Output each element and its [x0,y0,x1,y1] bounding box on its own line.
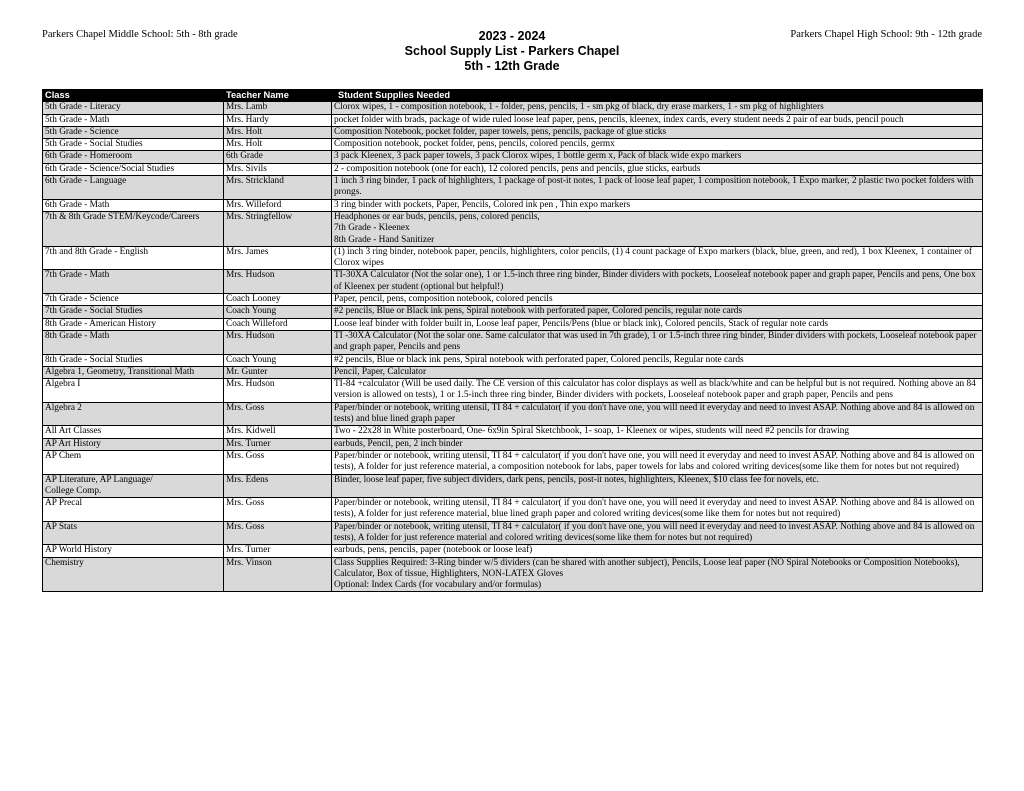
supplies-cell: Paper, pencil, pens, composition notebook, colored pencils [332,294,983,306]
class-cell: 5th Grade - Math [43,114,224,126]
table-row [43,246,983,270]
class-cell: 8th Grade - American History [43,318,224,330]
table-row [43,199,983,211]
class-cell: 6th Grade - Science/Social Studies [43,163,224,175]
class-cell: Algebra I [43,379,224,403]
title-grades: 5th - 12th Grade [464,59,560,73]
supplies-cell: Class Supplies Required: 3-Ring binder w/5 dividers (can be shared with another subject), Pencils, Loose leaf paper (NO Spiral Notebooks or Composition Notebooks), Calculator, Box of tissue, Highlighters, NON-LATEX Gloves Optional: Index Cards (for vocabulary and/or formulas) [332,557,983,592]
table-row [43,450,983,474]
supplies-cell: Paper/binder or notebook, writing utensil, TI 84 + calculator( if you don't have one, you will need it everyday and need to invest ASAP. Nothing above and 84 is allowed on tests), A folder for just reference material, blue lined graph paper and colored writing devices(some like them for notes but not required) [332,498,983,522]
teacher-cell: Mrs. Kidwell [224,426,332,438]
teacher-cell: Mrs. Goss [224,498,332,522]
teacher-cell: Mrs. Hardy [224,114,332,126]
middle-school-label: Parkers Chapel Middle School: 5th - 8th grade [42,29,238,40]
table-row [43,139,983,151]
teacher-cell: Mrs. James [224,246,332,270]
teacher-cell: Mrs. Goss [224,402,332,426]
class-cell: 8th Grade - Math [43,330,224,354]
class-cell: 5th Grade - Social Studies [43,139,224,151]
teacher-cell: Mrs. Willeford [224,199,332,211]
supplies-cell: Loose leaf binder with folder built in, Loose leaf paper, Pencils/Pens (blue or black ink), Colored pencils, Stack of regular note cards [332,318,983,330]
class-cell: Algebra 2 [43,402,224,426]
class-cell: Algebra 1, Geometry, Transitional Math [43,366,224,378]
supplies-cell: 3 pack Kleenex, 3 pack paper towels, 3 pack Clorox wipes, 1 bottle germ x, Pack of black wide expo markers [332,151,983,163]
class-cell: 7th & 8th Grade STEM/Keycode/Careers [43,211,224,246]
supply-table [42,89,983,592]
page-title [0,29,1024,74]
class-cell: AP Literature, AP Language/ College Comp. [43,474,224,498]
supplies-cell: Composition notebook, pocket folder, pens, pencils, colored pencils, germx [332,139,983,151]
supplies-cell: earbuds, Pencil, pen, 2 inch binder [332,438,983,450]
teacher-cell: Mrs. Hudson [224,270,332,294]
table-row [43,102,983,114]
class-cell: AP Chem [43,450,224,474]
teacher-cell: Coach Willeford [224,318,332,330]
title-main: School Supply List - Parkers Chapel [404,44,620,58]
supplies-cell: Headphones or ear buds, pencils, pens, colored pencils, 7th Grade - Kleenex 8th Grade - Hand Sanitizer [332,211,983,246]
table-row [43,294,983,306]
supplies-cell: pocket folder with brads, package of wide ruled loose leaf paper, pens, pencils, kleenex, index cards, every student needs 2 pair of ear buds, pencil pouch [332,114,983,126]
class-cell: AP World History [43,545,224,557]
supplies-cell: TI -30XA Calculator (Not the solar one. Same calculator that was used in 7th grade), 1 or 1.5-inch three ring binder, Binder dividers with pockets, Looseleaf notebook paper and graph paper, Pencils and pens [332,330,983,354]
class-cell: 6th Grade - Language [43,176,224,200]
teacher-cell: Mrs. Goss [224,450,332,474]
table-row [43,354,983,366]
class-cell: AP Precal [43,498,224,522]
teacher-cell: Mrs. Stringfellow [224,211,332,246]
table-row [43,521,983,545]
class-cell: 5th Grade - Literacy [43,102,224,114]
supplies-cell: #2 pencils, Blue or Black ink pens, Spiral notebook with perforated paper, Colored pencils, regular note cards [332,306,983,318]
table-row [43,163,983,175]
table-row [43,474,983,498]
teacher-cell: Mr. Gunter [224,366,332,378]
supplies-cell: 2 - composition notebook (one for each), 12 colored pencils, pens and pencils, glue sticks, earbuds [332,163,983,175]
class-cell: 5th Grade - Science [43,126,224,138]
class-cell: 6th Grade - Homeroom [43,151,224,163]
supplies-cell: Composition Notebook, pocket folder, paper towels, pens, pencils, package of glue sticks [332,126,983,138]
supplies-cell: #2 pencils, Blue or black ink pens, Spiral notebook with perforated paper, Colored pencils, Regular note cards [332,354,983,366]
table-row [43,211,983,246]
class-cell: 6th Grade - Math [43,199,224,211]
teacher-cell: Mrs. Sivils [224,163,332,175]
teacher-cell: Mrs. Hudson [224,379,332,403]
teacher-cell: Coach Young [224,306,332,318]
table-row [43,545,983,557]
supplies-cell: Paper/binder or notebook, writing utensil, TI 84 + calculator( if you don't have one, you will need it everyday and need to invest ASAP. Nothing above and 84 is allowed on tests), A folder for just reference material, a composition notebook for labs, paper towels for labs and colored writing devices(some like them for notes but not required) [332,450,983,474]
table-row [43,557,983,592]
teacher-cell: Mrs. Lamb [224,102,332,114]
teacher-cell: Mrs. Goss [224,521,332,545]
teacher-cell: Mrs. Edens [224,474,332,498]
class-cell: 7th and 8th Grade - English [43,246,224,270]
column-header-teacher: Teacher Name [224,90,332,102]
supplies-cell: TI-84 +calculator (Will be used daily. The CE version of this calculator has color displays as well as black/white and can be helpful but is not required. Nothing above an 84 version is allowed on tests), 1 or 1.5-inch three ring binder, Binder dividers with pockets, Looseleaf notebook paper and graph paper, Pencils and pens [332,379,983,403]
class-cell: AP Stats [43,521,224,545]
table-row [43,498,983,522]
supplies-cell: 1 inch 3 ring binder, 1 pack of highlighters, 1 package of post-it notes, 1 pack of loose leaf paper, 1 composition notebook, 1 Expo marker, 2 plastic two pocket folders with prongs. [332,176,983,200]
table-body [43,102,983,592]
table-row [43,426,983,438]
table-row [43,402,983,426]
supplies-cell: Two - 22x28 in White posterboard, One- 6x9in Spiral Sketchbook, 1- soap, 1- Kleenex or wipes, students will need #2 pencils for drawing [332,426,983,438]
table-header-row [43,90,983,102]
supplies-cell: earbuds, pens, pencils, paper (notebook or loose leaf) [332,545,983,557]
class-cell: AP Art History [43,438,224,450]
teacher-cell: Mrs. Hudson [224,330,332,354]
class-cell: 7th Grade - Social Studies [43,306,224,318]
teacher-cell: 6th Grade [224,151,332,163]
table-row [43,366,983,378]
supplies-cell: Binder, loose leaf paper, five subject dividers, dark pens, pencils, post-it notes, highlighters, Kleenex, $10 class fee for novels, etc. [332,474,983,498]
teacher-cell: Mrs. Turner [224,438,332,450]
class-cell: All Art Classes [43,426,224,438]
table-row [43,318,983,330]
teacher-cell: Mrs. Vinson [224,557,332,592]
supplies-cell: 3 ring binder with pockets, Paper, Pencils, Colored ink pen , Thin expo markers [332,199,983,211]
supplies-cell: TI-30XA Calculator (Not the solar one), 1 or 1.5-inch three ring binder, Binder dividers with pockets, Looseleaf notebook paper and graph paper, Pencils and pens, One box of Kleenex per student (optional but helpful!) [332,270,983,294]
teacher-cell: Mrs. Strickland [224,176,332,200]
teacher-cell: Mrs. Holt [224,139,332,151]
teacher-cell: Mrs. Holt [224,126,332,138]
table-row [43,306,983,318]
class-cell: 7th Grade - Science [43,294,224,306]
table-row [43,438,983,450]
supplies-cell: Paper/binder or notebook, writing utensil, TI 84 + calculator( if you don't have one, you will need it everyday and need to invest ASAP. Nothing above and 84 is allowed on tests), A folder for just reference material and colored writing devices(some like them for notes but not required) [332,521,983,545]
title-year: 2023 - 2024 [478,29,546,43]
teacher-cell: Coach Looney [224,294,332,306]
table-row [43,270,983,294]
supplies-cell: Clorox wipes, 1 - composition notebook, 1 - folder, pens, pencils, 1 - sm pkg of black, dry erase markers, 1 - sm pkg of highlighters [332,102,983,114]
supplies-cell: Paper/binder or notebook, writing utensil, TI 84 + calculator( if you don't have one, you will need it everyday and need to invest ASAP. Nothing above and 84 is allowed on tests) and blue lined graph paper [332,402,983,426]
high-school-label: Parkers Chapel High School: 9th - 12th grade [790,29,982,40]
supplies-cell: (1) inch 3 ring binder, notebook paper, pencils, highlighters, color pencils, (1) 4 count package of Expo markers (black, blue, green, and red), 1 box Kleenex, 1 container of Clorox wipes [332,246,983,270]
column-header-supplies: Student Supplies Needed [332,90,983,102]
teacher-cell: Coach Young [224,354,332,366]
column-header-class: Class [43,90,224,102]
class-cell: Chemistry [43,557,224,592]
teacher-cell: Mrs. Turner [224,545,332,557]
table-row [43,114,983,126]
class-cell: 7th Grade - Math [43,270,224,294]
table-row [43,126,983,138]
class-cell: 8th Grade - Social Studies [43,354,224,366]
table-row [43,330,983,354]
table-row [43,151,983,163]
table-row [43,176,983,200]
table-row [43,379,983,403]
supplies-cell: Pencil, Paper, Calculator [332,366,983,378]
